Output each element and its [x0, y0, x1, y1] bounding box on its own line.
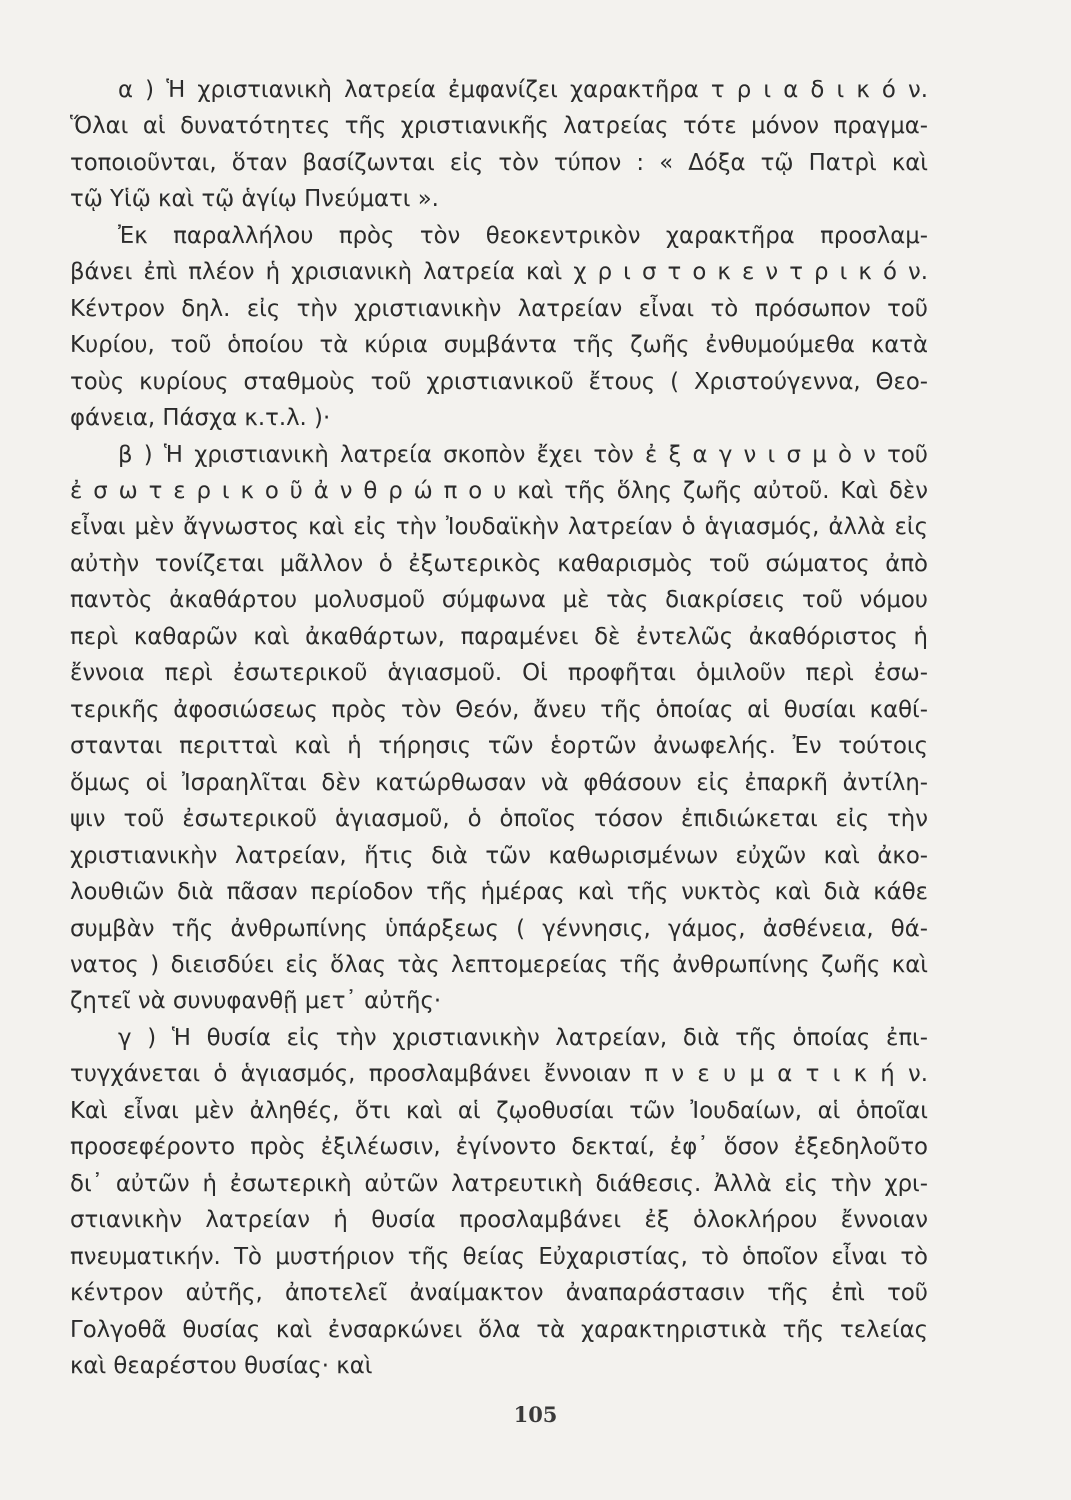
- text-line: στανται περιτταὶ καὶ ἡ τήρησις τῶν ἑορτῶν ἀνωφελής. Ἐν τούτοις: [70, 733, 928, 759]
- text-line: στιανικὴν λατρείαν ἡ θυσία προσλαμβάνει ἐξ ὁλοκλήρου ἔννοιαν: [70, 1207, 928, 1233]
- text-line: ἔννοια περὶ ἐσωτερικοῦ ἁγιασμοῦ. Οἱ προφῆται ὁμιλοῦν περὶ ἐσω-: [70, 660, 928, 686]
- text-line: φάνεια, Πάσχα κ.τ.λ. )·: [70, 405, 331, 431]
- text-line: νατος ) διεισδύει εἰς ὅλας τὰς λεπτομερείας τῆς ἀνθρωπίνης ζωῆς καὶ: [70, 952, 928, 978]
- text-line: ὅμως οἱ Ἰσραηλῖται δὲν κατώρθωσαν νὰ φθάσουν εἰς ἐπαρκῆ ἀντίλη-: [70, 770, 928, 796]
- text-line: προσεφέροντο πρὸς ἐξιλέωσιν, ἐγίνοντο δεκταί, ἐφ᾽ ὅσον ἐξεδηλοῦτο: [70, 1134, 928, 1160]
- text-line: εἶναι μὲν ἄγνωστος καὶ εἰς τὴν Ἰουδαϊκὴν λατρείαν ὁ ἁγιασμός, ἀλλὰ εἰς: [70, 514, 928, 540]
- text-line: τῷ Υἱῷ καὶ τῷ ἁγίῳ Πνεύματι ».: [70, 186, 439, 212]
- text-line: παντὸς ἀκαθάρτου μολυσμοῦ σύμφωνα μὲ τὰς διακρίσεις τοῦ νόμου: [70, 587, 928, 613]
- text-line: τυγχάνεται ὁ ἁγιασμός, προσλαμβάνει ἔννοιαν π ν ε υ μ α τ ι κ ή ν.: [70, 1061, 928, 1087]
- text-line: αὐτὴν τονίζεται μᾶλλον ὁ ἐξωτερικὸς καθαρισμὸς τοῦ σώματος ἀπὸ: [70, 551, 928, 577]
- text-line: τοὺς κυρίους σταθμοὺς τοῦ χριστιανικοῦ ἔτους ( Χριστούγεννα, Θεο-: [70, 369, 928, 395]
- text-line: ἐ σ ω τ ε ρ ι κ ο ῦ ἀ ν θ ρ ώ π ο υ καὶ τῆς ὅλης ζωῆς αὐτοῦ. Καὶ δὲν: [70, 478, 928, 504]
- text-line: περὶ καθαρῶν καὶ ἀκαθάρτων, παραμένει δὲ ἐντελῶς ἀκαθόριστος ἡ: [70, 624, 928, 650]
- text-line: λουθιῶν διὰ πᾶσαν περίοδον τῆς ἡμέρας καὶ τῆς νυκτὸς καὶ διὰ κάθε: [70, 879, 928, 905]
- text-line: Κέντρον δηλ. εἰς τὴν χριστιανικὴν λατρείαν εἶναι τὸ πρόσωπον τοῦ: [70, 296, 928, 322]
- text-line: τερικῆς ἀφοσιώσεως πρὸς τὸν Θεόν, ἄνευ τῆς ὁποίας αἱ θυσίαι καθί-: [70, 697, 928, 723]
- text-line: τοποιοῦνται, ὅταν βασίζωνται εἰς τὸν τύπον : « Δόξα τῷ Πατρὶ καὶ: [70, 150, 928, 176]
- text-line: δι᾽ αὐτῶν ἡ ἐσωτερικὴ αὐτῶν λατρευτικὴ διάθεσις. Ἀλλὰ εἰς τὴν χρι-: [70, 1171, 928, 1197]
- text-line: ψιν τοῦ ἐσωτερικοῦ ἁγιασμοῦ, ὁ ὁποῖος τόσον ἐπιδιώκεται εἰς τὴν: [70, 806, 928, 832]
- text-line: καὶ θεαρέστου θυσίας· καὶ: [70, 1353, 373, 1379]
- text-line: συμβὰν τῆς ἀνθρωπίνης ὑπάρξεως ( γέννησις, γάμος, ἀσθένεια, θά-: [70, 916, 928, 942]
- text-line: Ἐκ παραλλήλου πρὸς τὸν θεοκεντρικὸν χαρακτῆρα προσλαμ-: [118, 223, 928, 249]
- page-number: 105: [513, 1402, 558, 1427]
- text-line: γ ) Ἡ θυσία εἰς τὴν χριστιανικὴν λατρείαν, διὰ τῆς ὁποίας ἐπι-: [118, 1025, 928, 1051]
- text-line: β ) Ἡ χριστιανικὴ λατρεία σκοπὸν ἔχει τὸν ἐ ξ α γ ν ι σ μ ὸ ν τοῦ: [118, 442, 928, 468]
- text-line: Ὅλαι αἱ δυνατότητες τῆς χριστιανικῆς λατρείας τότε μόνον πραγμα-: [70, 113, 928, 139]
- text-line: βάνει ἐπὶ πλέον ἡ χρισιανικὴ λατρεία καὶ χ ρ ι σ τ ο κ ε ν τ ρ ι κ ό ν.: [70, 259, 928, 285]
- text-line: α ) Ἡ χριστιανικὴ λατρεία ἐμφανίζει χαρακτῆρα τ ρ ι α δ ι κ ό ν.: [118, 77, 928, 103]
- text-line: ζητεῖ νὰ συνυφανθῇ μετ᾽ αὐτῆς·: [70, 988, 442, 1014]
- text-line: Καὶ εἶναι μὲν ἀληθές, ὅτι καὶ αἱ ζῳοθυσίαι τῶν Ἰουδαίων, αἱ ὁποῖαι: [70, 1098, 928, 1124]
- text-line: κέντρον αὐτῆς, ἀποτελεῖ ἀναίμακτον ἀναπαράστασιν τῆς ἐπὶ τοῦ: [70, 1280, 928, 1306]
- text-line: Γολγοθᾶ θυσίας καὶ ἐνσαρκώνει ὅλα τὰ χαρακτηριστικὰ τῆς τελείας: [70, 1317, 928, 1343]
- text-line: Κυρίου, τοῦ ὁποίου τὰ κύρια συμβάντα τῆς ζωῆς ἐνθυμούμεθα κατὰ: [70, 332, 928, 358]
- text-line: πνευματικήν. Τὸ μυστήριον τῆς θείας Εὐχαριστίας, τὸ ὁποῖον εἶναι τὸ: [70, 1244, 928, 1270]
- text-line: χριστιανικὴν λατρείαν, ἥτις διὰ τῶν καθωρισμένων εὐχῶν καὶ ἀκο-: [70, 843, 928, 869]
